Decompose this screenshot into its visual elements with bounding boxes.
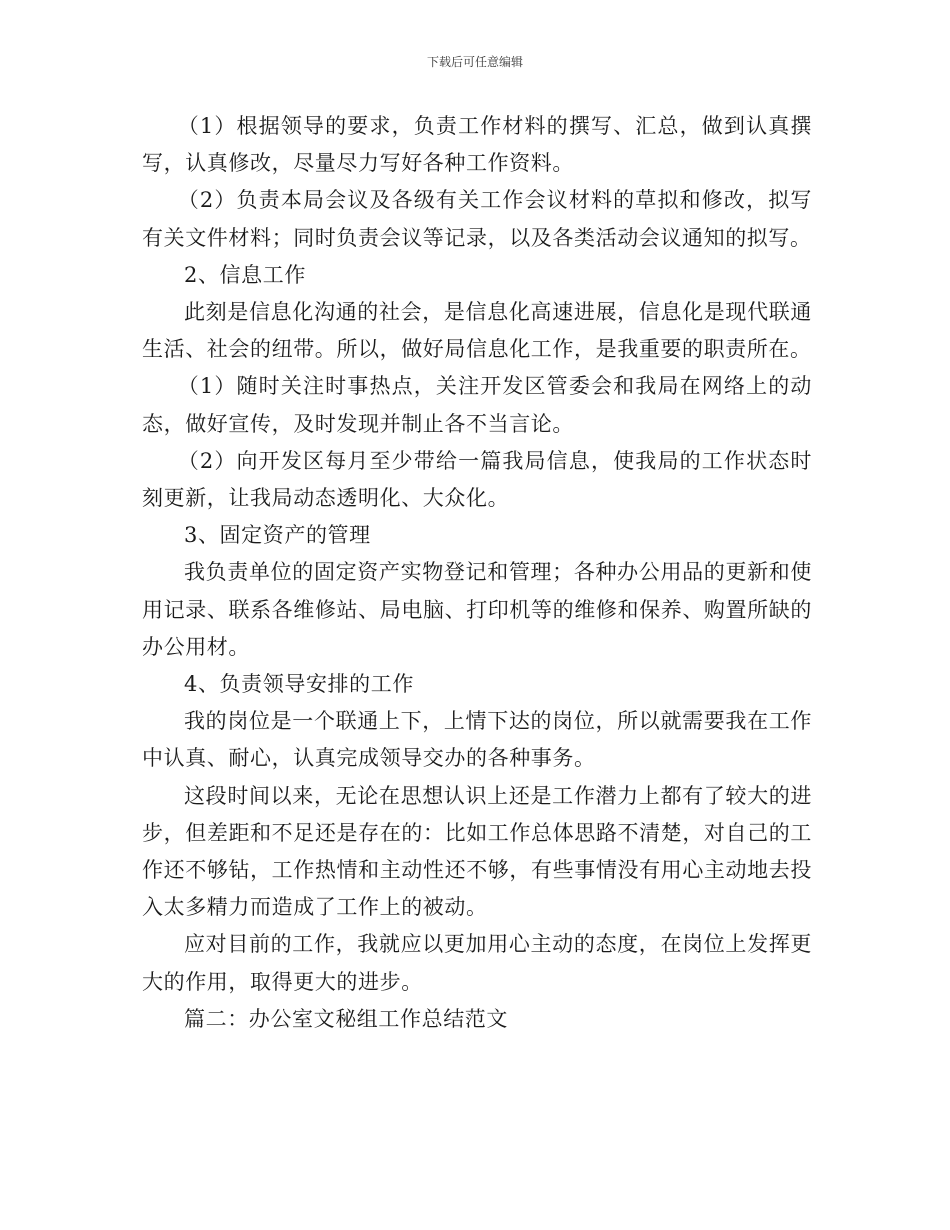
paragraph: 我的岗位是一个联通上下，上情下达的岗位，所以就需要我在工作中认真、耐心，认真完成领导交办的各种事务。 bbox=[142, 709, 812, 771]
article-title: 篇二：办公室文秘组工作总结范文 bbox=[184, 1006, 508, 1031]
paragraph: 这段时间以来，无论在思想认识上还是工作潜力上都有了较大的进步，但差距和不足还是存在的：比如工作总体思路不清楚，对自己的工作还不够钻，工作热情和主动性还不够，有些事情没有用心主动地去投入太多精力而造成了工作上的被动。 bbox=[142, 783, 812, 920]
paragraph: 我负责单位的固定资产实物登记和管理；各种办公用品的更新和使用记录、联系各维修站、局电脑、打印机等的维修和保养、购置所缺的办公用材。 bbox=[142, 560, 812, 659]
paragraph: 此刻是信息化沟通的社会，是信息化高速进展，信息化是现代联通生活、社会的纽带。所以，做好局信息化工作，是我重要的职责所在。 bbox=[142, 300, 812, 362]
document-body bbox=[142, 108, 812, 1038]
page-header: 下载后可任意编辑 bbox=[426, 55, 523, 69]
paragraph: （2）负责本局会议及各级有关工作会议材料的草拟和修改，拟写有关文件材料；同时负责会议等记录，以及各类活动会议通知的拟写。 bbox=[142, 188, 812, 250]
paragraph: （1）随时关注时事热点，关注开发区管委会和我局在网络上的动态，做好宣传，及时发现并制止各不当言论。 bbox=[142, 374, 812, 436]
paragraph: 应对目前的工作，我就应以更加用心主动的态度，在岗位上发挥更大的作用，取得更大的进步。 bbox=[142, 932, 812, 994]
section-heading: 4、负责领导安排的工作 bbox=[184, 672, 414, 697]
paragraph: （1）根据领导的要求，负责工作材料的撰写、汇总，做到认真撰写，认真修改，尽量尽力写好各种工作资料。 bbox=[142, 114, 812, 176]
section-heading: 2、信息工作 bbox=[184, 262, 306, 287]
paragraph: （2）向开发区每月至少带给一篇我局信息，使我局的工作状态时刻更新，让我局动态透明化、大众化。 bbox=[142, 448, 812, 511]
section-heading: 3、固定资产的管理 bbox=[184, 523, 371, 548]
